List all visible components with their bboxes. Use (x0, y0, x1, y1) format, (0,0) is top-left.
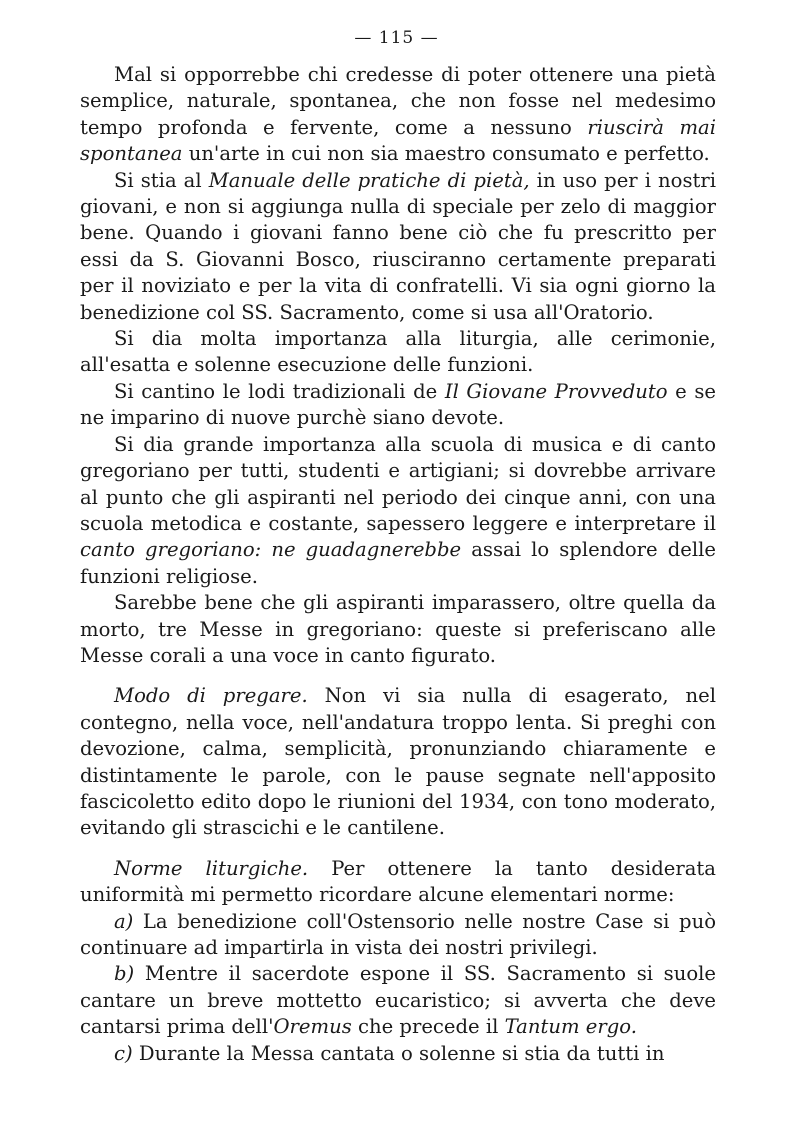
text-run: Sarebbe bene che gli aspiranti imparassero, oltre quella da morto, tre Messe in gregoriano: queste si preferiscano alle Messe corali a una voce in canto figurato. (80, 591, 716, 667)
italic-run: Modo di pregare. (114, 684, 308, 708)
text-run: Si dia grande importanza alla scuola di musica e di canto gregoriano per tutti, studenti e artigiani; si dovrebbe arrivare al punto che gli aspiranti nel periodo dei cinque anni, con una scuola metodica e costante, sapessero leggere e interpretare il (80, 432, 716, 535)
text-run: Si cantino le lodi tradizionali de (114, 379, 445, 403)
text-run: un'arte in cui non sia maestro consumato e perfetto. (182, 142, 710, 166)
paragraph-lodi (80, 379, 716, 432)
italic-run: c) (114, 1041, 133, 1065)
text-run: La benedizione coll'Ostensorio nelle nostre Case si può continuare ad impartirla in vista dei nostri privilegi. (80, 909, 716, 959)
italic-run: Oremus (273, 1015, 352, 1039)
paragraph-manual (80, 168, 716, 326)
italic-run: b) (114, 962, 135, 986)
text-run: assai lo splendore delle funzioni religiose. (80, 538, 716, 588)
italic-run: canto gregoriano: ne guadagnerebbe (80, 538, 462, 562)
paragraph-item-c (80, 1041, 716, 1067)
paragraph-music (80, 432, 716, 590)
text-run: Mentre il sacerdote espone il SS. Sacramento si suole cantare un breve mottetto eucaristico; si avverta che deve cantarsi prima dell' (80, 962, 716, 1039)
italic-run: Norme liturgiche. (114, 856, 309, 880)
paragraph-item-b (80, 961, 716, 1040)
paragraph-masses (80, 590, 716, 669)
text-run: Si stia al (114, 168, 209, 192)
text-run: e se ne imparino di nuove purchè siano devote. (80, 379, 716, 430)
paragraph-item-a (80, 909, 716, 962)
paragraph-liturgy (80, 326, 716, 379)
text-run: Si dia molta importanza alla liturgia, alle cerimonie, all'esatta e solenne esecuzione delle funzioni. (80, 327, 716, 377)
text-run: Durante la Messa cantata o solenne si stia da tutti in (132, 1041, 665, 1065)
text-run: in uso per i nostri giovani, e non si aggiunga nulla di speciale per zelo di maggior bene. Quando i giovani fanno bene ciò che fu prescritto per essi da S. Giovanni Bosco, riusciranno certamente preparati per il noviziato e per la vita di confratelli. Vi sia ogni giorno la benedizione col SS. Sacramento, come si usa all'Oratorio. (80, 168, 717, 324)
italic-run: riuscirà mai spontanea (80, 115, 716, 166)
page-number: — 115 — (354, 28, 439, 48)
page-body (80, 62, 716, 1067)
text-run: che precede il (351, 1015, 505, 1039)
italic-run: Il Giovane Provveduto (444, 379, 668, 403)
italic-run: Tantum ergo. (504, 1015, 637, 1039)
paragraph-modo-di-pregare (80, 683, 716, 841)
text-run: Per ottenere la tanto desiderata uniformità mi permetto ricordare alcune elementari norme: (80, 856, 716, 907)
italic-run: a) (114, 909, 134, 933)
text-run: Non vi sia nulla di esagerato, nel contegno, nella voce, nell'andatura troppo lenta. Si preghi con devozione, calma, semplicità, pronunziando chiaramente e distintamente le parole, con le pause segnate nell'apposito fascicoletto edito dopo le riunioni del 1934, con tono moderato, evitando gli strascichi e le cantilene. (80, 684, 716, 840)
text-run: Mal si opporrebbe chi credesse di poter ottenere una pietà semplice, naturale, spontanea, che non fosse nel medesimo tempo profonda e fervente, come a nessuno (80, 63, 716, 139)
paragraph-piety (80, 62, 716, 168)
italic-run: Manuale delle pratiche di pietà, (208, 168, 530, 192)
paragraph-norme-liturgiche (80, 856, 716, 909)
